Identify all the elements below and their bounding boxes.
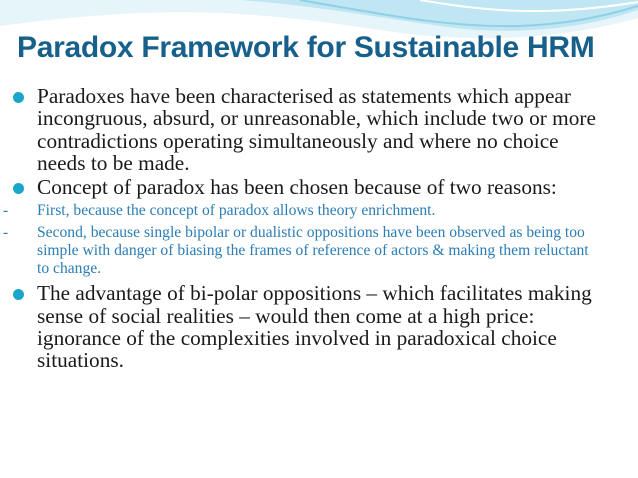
bullet-marker-icon xyxy=(13,92,24,103)
sub-point-text: Second, because single bipolar or dualistic oppositions have been observed as being too simple with danger of biasing the frames of reference of actors & making them reluctant to change. xyxy=(37,224,589,278)
sub-point-item xyxy=(0,224,597,278)
bullet-item xyxy=(0,176,597,198)
bullet-text: Concept of paradox has been chosen because of two reasons: xyxy=(37,175,557,200)
bullet-item xyxy=(0,85,597,174)
slide-body xyxy=(0,85,638,374)
sub-point-item xyxy=(0,202,597,220)
bullet-item xyxy=(0,282,597,371)
slide-title: Paradox Framework for Sustainable HRM xyxy=(17,31,595,64)
sub-point-text: First, because the concept of paradox allows theory enrichment. xyxy=(37,202,436,220)
dash-marker: - xyxy=(3,202,9,220)
bullet-text: Paradoxes have been characterised as statements which appear incongruous, absurd, or unreasonable, which include two or more contradictions operating simultaneously and where no choice needs to be made. xyxy=(37,84,596,175)
dash-marker: - xyxy=(3,224,9,242)
bullet-marker-icon xyxy=(13,289,24,300)
bullet-marker-icon xyxy=(13,183,24,194)
bullet-text: The advantage of bi-polar oppositions – which facilitates making sense of social realities – would then come at a high price: ignorance of the complexities involved in paradoxical choice situations. xyxy=(37,281,592,373)
